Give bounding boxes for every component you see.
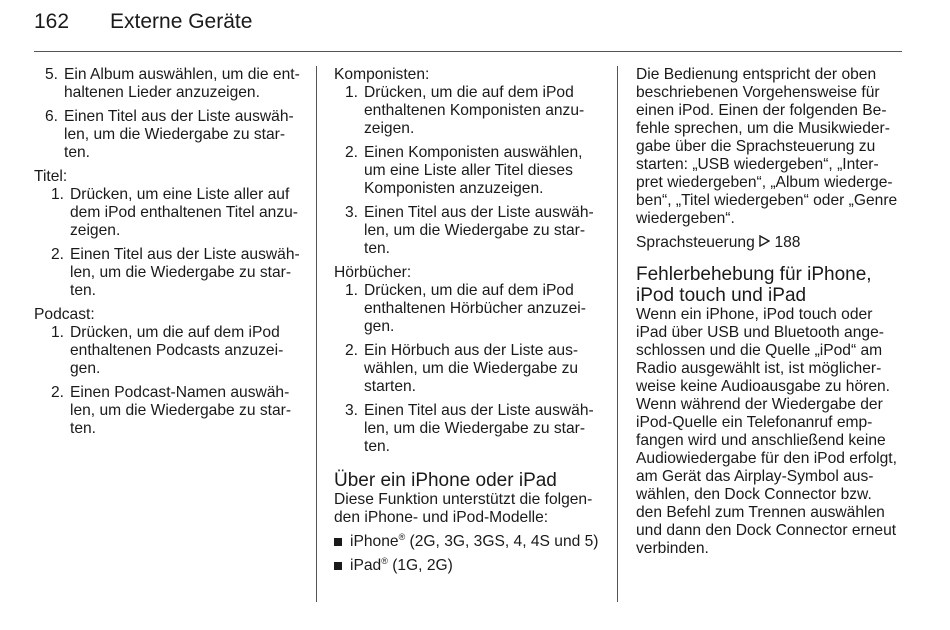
subhead-titel: Titel: bbox=[34, 168, 68, 185]
subhead-komponisten: Komponisten: bbox=[334, 66, 430, 83]
bullet-item bbox=[334, 557, 602, 575]
item-text: Einen Titel aus der Liste auswäh-len, um die Wiedergabe zu star-ten. bbox=[70, 246, 300, 299]
list-item bbox=[334, 402, 602, 456]
item-text: Einen Podcast-Namen auswäh-len, um die Wiedergabe zu star-ten. bbox=[70, 384, 292, 437]
item-number: 6. bbox=[44, 108, 58, 125]
list-item bbox=[34, 108, 302, 162]
item-number: 3. bbox=[344, 204, 358, 221]
item-text: Drücken, um die auf dem iPod enthaltenen Komponisten anzu-zeigen. bbox=[364, 84, 585, 137]
item-number: 2. bbox=[50, 384, 64, 401]
list-item bbox=[334, 144, 602, 198]
item-text: Einen Komponisten auswählen, um eine Liste aller Titel dieses Komponisten anzuzeigen. bbox=[364, 144, 583, 197]
cross-reference: Sprachsteuerung 188 bbox=[636, 234, 801, 251]
page-number: 162 bbox=[34, 10, 70, 33]
item-number: 2. bbox=[344, 342, 358, 359]
item-text: Ein Hörbuch aus der Liste aus-wählen, um die Wiedergabe zu starten. bbox=[364, 342, 579, 395]
item-number: 3. bbox=[344, 402, 358, 419]
item-text: Einen Titel aus der Liste auswäh-len, um die Wiedergabe zu star-ten. bbox=[364, 204, 594, 257]
page-header bbox=[34, 6, 902, 50]
bullet-item bbox=[334, 533, 602, 551]
header-rule bbox=[34, 51, 902, 52]
bullet-square-icon bbox=[334, 538, 342, 546]
list-item bbox=[334, 204, 602, 258]
column-divider-2 bbox=[617, 66, 618, 602]
item-text: Drücken, um die auf dem iPod enthaltenen Hörbücher anzuzei-gen. bbox=[364, 282, 586, 335]
subhead-podcast: Podcast: bbox=[34, 306, 95, 323]
list-item bbox=[34, 324, 302, 378]
item-number: 1. bbox=[50, 186, 64, 203]
column-1 bbox=[34, 66, 302, 444]
list-item bbox=[34, 186, 302, 240]
item-number: 1. bbox=[344, 282, 358, 299]
heading-iphone-ipad: Über ein iPhone oder iPad bbox=[334, 470, 557, 491]
item-number: 1. bbox=[344, 84, 358, 101]
section-title: Externe Geräte bbox=[110, 10, 253, 33]
list-item bbox=[334, 342, 602, 396]
item-text: Ein Album auswählen, um die ent-haltenen Lieder anzuzeigen. bbox=[64, 66, 300, 101]
column-3 bbox=[636, 66, 902, 558]
subhead-hoerbuecher: Hörbücher: bbox=[334, 264, 412, 281]
item-number: 5. bbox=[44, 66, 58, 83]
trouble-paragraph-2: Wenn während der Wiedergabe der iPod-Quelle ein Telefonanruf emp-fangen wird und anschließend keine Audiowiedergabe für den iPod erfolgt, am Gerät das Airplay-Symbol aus-wählen, den Dock Connector bzw. den Befehl zum Trennen auswählen und dann den Dock Connector erneut verbinden. bbox=[636, 396, 897, 557]
item-text: Einen Titel aus der Liste auswäh-len, um die Wiedergabe zu star-ten. bbox=[64, 108, 294, 161]
iphone-intro: Diese Funktion unterstützt die folgen-den iPhone- und iPod-Modelle: bbox=[334, 491, 593, 526]
item-text: Einen Titel aus der Liste auswäh-len, um die Wiedergabe zu star-ten. bbox=[364, 402, 594, 455]
item-number: 2. bbox=[344, 144, 358, 161]
item-number: 2. bbox=[50, 246, 64, 263]
list-item bbox=[334, 84, 602, 138]
list-item bbox=[34, 66, 302, 102]
column-2 bbox=[334, 66, 602, 581]
voice-paragraph: Die Bedienung entspricht der oben beschriebenen Vorgehensweise für einen iPod. Einen der folgenden Be-fehle sprechen, um die Musikwieder-gabe über die Sprachsteuerung zu starten: „USB wiedergeben“, „Inter-pret wiedergeben“, „Album wiederge-ben“, „Titel wiedergeben“ oder „Genre wiedergeben“. bbox=[636, 66, 898, 227]
model-text: iPhone® (2G, 3G, 3GS, 4, 4S und 5) bbox=[350, 531, 599, 550]
item-text: Drücken, um die auf dem iPod enthaltenen Podcasts anzuzei-gen. bbox=[70, 324, 284, 377]
heading-troubleshooting: Fehlerbehebung für iPhone, iPod touch und iPad bbox=[636, 264, 872, 306]
page-reference-arrow-icon bbox=[759, 234, 770, 252]
column-divider-1 bbox=[316, 66, 317, 602]
list-item bbox=[34, 246, 302, 300]
trouble-paragraph-1: Wenn ein iPhone, iPod touch oder iPad über USB und Bluetooth ange-schlossen und die Quelle „iPod“ am Radio ausgewählt ist, ist möglicher-weise keine Audioausgabe zu hören. bbox=[636, 306, 891, 395]
list-item bbox=[34, 384, 302, 438]
model-text: iPad® (1G, 2G) bbox=[350, 555, 453, 574]
list-item bbox=[334, 282, 602, 336]
bullet-square-icon bbox=[334, 562, 342, 570]
item-text: Drücken, um eine Liste aller auf dem iPod enthaltenen Titel anzu-zeigen. bbox=[70, 186, 298, 239]
item-number: 1. bbox=[50, 324, 64, 341]
